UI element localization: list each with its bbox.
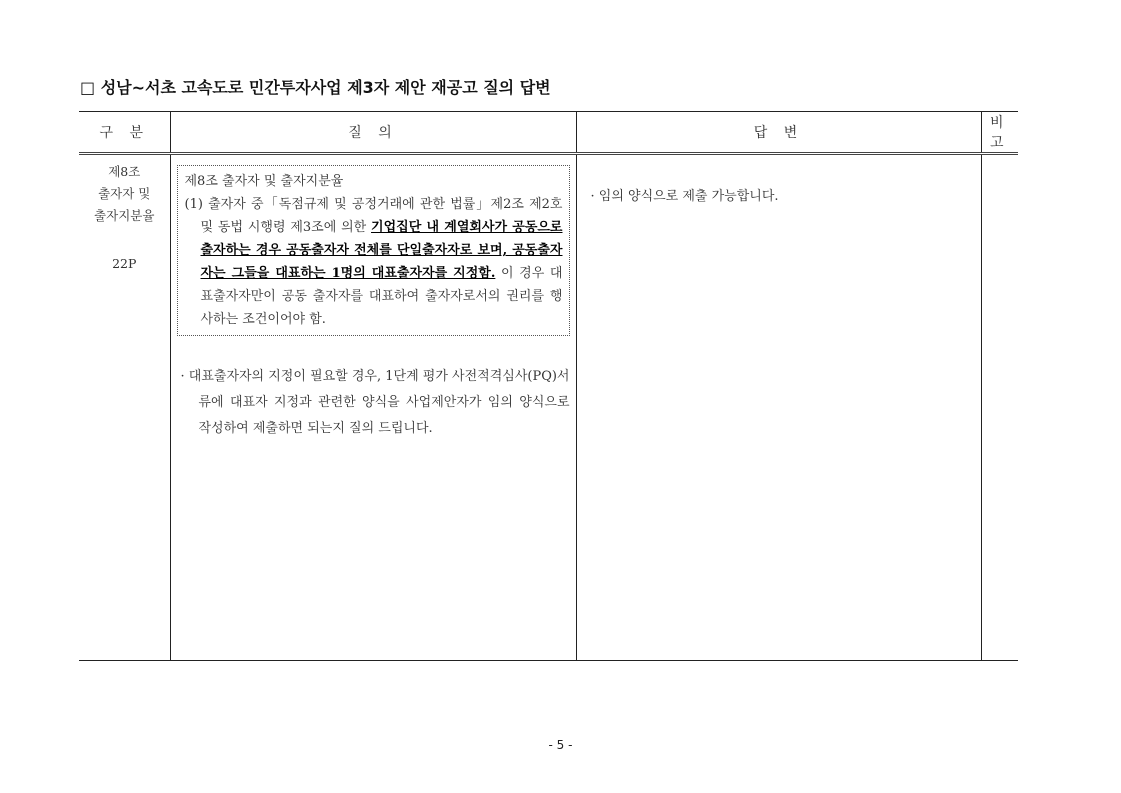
quote-text-end: 이 경우 대표출자자만이 공동 출자자를 대표하여 출자자로서의 권리를 행사하는 조건이어야 함. [200,266,563,327]
category-article: 제8조 [108,164,141,179]
header-question: 질 의 [170,112,576,154]
question-text: · 대표출자자의 지정이 필요할 경우, 1단계 평가 사전적격심사(PQ)서류에 대표자 지정과 관련한 양식을 사업제안자가 임의 양식으로 작성하여 제출하면 되는지 질의 드립니다. [180,369,570,436]
page-number: - 5 - [548,738,573,752]
document-title: □ 성남~서초 고속도로 민간투자사업 제3자 제안 재공고 질의 답변 [80,78,551,97]
header-answer: 답 변 [576,112,981,154]
table-row [79,154,1018,661]
answer-cell [576,154,981,661]
quote-paragraph [185,193,563,331]
quoted-clause-box [177,165,570,336]
header-category: 구 분 [79,112,170,154]
header-row [79,112,1018,154]
qa-table [79,111,1018,661]
answer-text: · 임의 양식으로 제출 가능합니다. [590,189,779,204]
quote-emphasis: 기업집단 내 계열회사가 공동으로 출자하는 경우 공동출자자 전체를 단일출자자로 보며, 공동출자자는 그들을 대표하는 1명의 대표출자자를 지정함. [200,220,563,281]
category-line2: 출자지분율 [94,208,155,223]
quote-heading: 제8조 출자자 및 출자지분율 [184,174,344,189]
category-line1: 출자자 및 [98,186,151,201]
category-cell [79,154,170,661]
category-page: 22P [112,256,137,271]
header-remarks: 비 고 [981,112,1018,154]
quote-text-start: (1) 출자자 중「독점규제 및 공정거래에 관한 법률」제2조 제2호 및 동법 시행령 제3조에 의한 [184,197,563,235]
question-cell [170,154,576,661]
remarks-cell [981,154,1018,661]
